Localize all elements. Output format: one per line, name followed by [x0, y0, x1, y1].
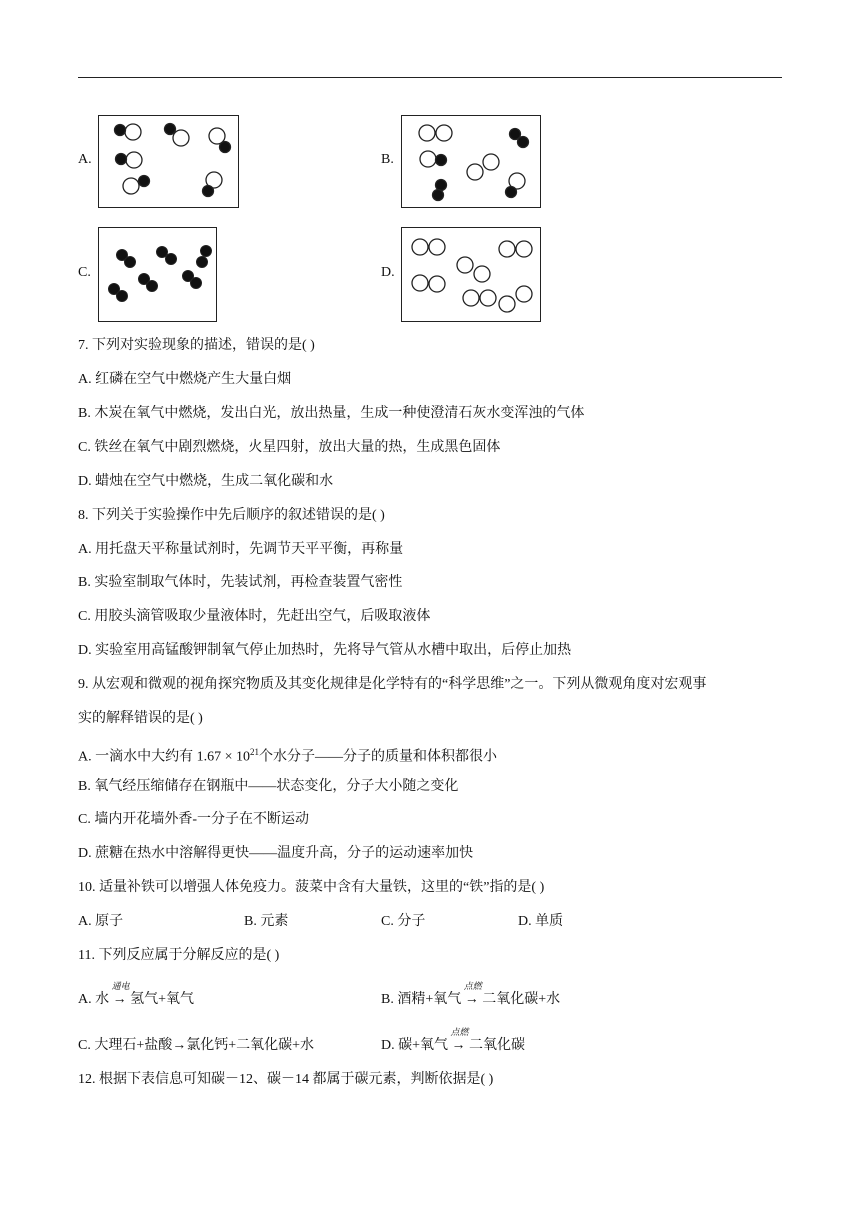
question-10-option-a[interactable]: A. 原子: [78, 914, 124, 929]
option-d-label: D.: [381, 265, 395, 280]
reaction-arrow-icon: 点燃 →: [452, 1037, 466, 1055]
question-11-option-d[interactable]: [381, 1027, 526, 1055]
question-9-option-c[interactable]: C. 墙内开花墙外香-一分子在不断运动: [78, 812, 309, 827]
option-c-molecules: [99, 228, 216, 321]
question-10-option-c[interactable]: C. 分子: [381, 914, 426, 929]
option-b-diagram[interactable]: [401, 115, 541, 208]
question-9-option-a-text-pre: A. 一滴水中大约有 1.67 × 10: [78, 749, 251, 765]
question-9-option-d[interactable]: D. 蔗糖在热水中溶解得更快——温度升高，分子的运动速率加快: [78, 846, 474, 861]
question-9-option-a-exponent: 21: [250, 747, 260, 757]
reaction-arrow-icon: 通电 →: [113, 991, 127, 1009]
question-7-option-c[interactable]: C. 铁丝在氧气中剧烈燃烧，火星四射，放出大量的热，生成黑色固体: [78, 440, 501, 455]
question-8-stem: 8. 下列关于实验操作中先后顺序的叙述错误的是( ): [78, 508, 385, 523]
option-c-label: C.: [78, 265, 91, 280]
question-9-option-b[interactable]: B. 氧气经压缩储存在钢瓶中——状态变化，分子大小随之变化: [78, 779, 459, 794]
question-8-option-a[interactable]: A. 用托盘天平称量试剂时，先调节天平平衡，再称量: [78, 542, 404, 557]
option-c-diagram[interactable]: [98, 227, 217, 322]
question-11-option-a[interactable]: [78, 981, 195, 1009]
question-8-option-d[interactable]: D. 实验室用高锰酸钾制氧气停止加热时，先将导气管从水槽中取出，后停止加热: [78, 643, 572, 658]
question-11-option-b[interactable]: [381, 981, 561, 1009]
option-b-molecules: [402, 116, 540, 207]
question-11-option-d-product: 二氧化碳: [469, 1038, 526, 1053]
question-11-option-a-reactant: A. 水: [78, 992, 110, 1007]
question-9-option-a-text-post: 个水分子——分子的质量和体积都很小: [259, 749, 498, 765]
reaction-condition-label: 通电: [111, 981, 130, 991]
question-11-option-a-product: 氢气+氧气: [130, 992, 195, 1007]
question-9-option-a[interactable]: [78, 743, 497, 767]
question-8-option-b[interactable]: B. 实验室制取气体时，先装试剂，再检查装置气密性: [78, 575, 403, 590]
question-7-option-a[interactable]: A. 红磷在空气中燃烧产生大量白烟: [78, 372, 292, 387]
question-8-option-c[interactable]: C. 用胶头滴管吸取少量液体时，先赶出空气，后吸取液体: [78, 609, 431, 624]
option-a-label: A.: [78, 152, 92, 167]
question-11-option-c[interactable]: C. 大理石+盐酸→氯化钙+二氧化碳+水: [78, 1038, 315, 1053]
question-11-option-d-reactant: D. 碳+氧气: [381, 1038, 449, 1053]
question-11-option-b-product: 二氧化碳+水: [482, 992, 561, 1007]
question-10-option-d[interactable]: D. 单质: [518, 914, 564, 929]
question-7-option-b[interactable]: B. 木炭在氧气中燃烧，发出白光，放出热量，生成一种使澄清石灰水变浑浊的气体: [78, 406, 585, 421]
option-b-label: B.: [381, 152, 394, 167]
option-a-molecules: [99, 116, 238, 207]
question-10-stem: 10. 适量补铁可以增强人体免疫力。菠菜中含有大量铁，这里的“铁”指的是( ): [78, 880, 545, 895]
question-9-stem-line2: 实的解释错误的是( ): [78, 711, 203, 726]
question-7-stem: 7. 下列对实验现象的描述，错误的是( ): [78, 338, 315, 353]
question-7-option-d[interactable]: D. 蜡烛在空气中燃烧，生成二氧化碳和水: [78, 474, 334, 489]
question-12-stem: 12. 根据下表信息可知碳－12、碳－14 都属于碳元素，判断依据是( ): [78, 1072, 494, 1087]
question-10-option-b[interactable]: B. 元素: [244, 914, 289, 929]
question-11-stem: 11. 下列反应属于分解反应的是( ): [78, 948, 280, 963]
option-d-diagram[interactable]: [401, 227, 541, 322]
reaction-arrow-icon: 点燃 →: [465, 991, 479, 1009]
reaction-condition-label: 点燃: [450, 1027, 469, 1037]
reaction-condition-label: 点燃: [463, 981, 482, 991]
option-a-diagram[interactable]: [98, 115, 239, 208]
option-d-molecules: [402, 228, 540, 321]
question-9-stem-line1: 9. 从宏观和微观的视角探究物质及其变化规律是化学特有的“科学思维”之一。下列从微观角度对宏观事: [78, 677, 707, 692]
header-rule: [78, 77, 782, 78]
question-11-option-b-reactant: B. 酒精+氧气: [381, 992, 462, 1007]
